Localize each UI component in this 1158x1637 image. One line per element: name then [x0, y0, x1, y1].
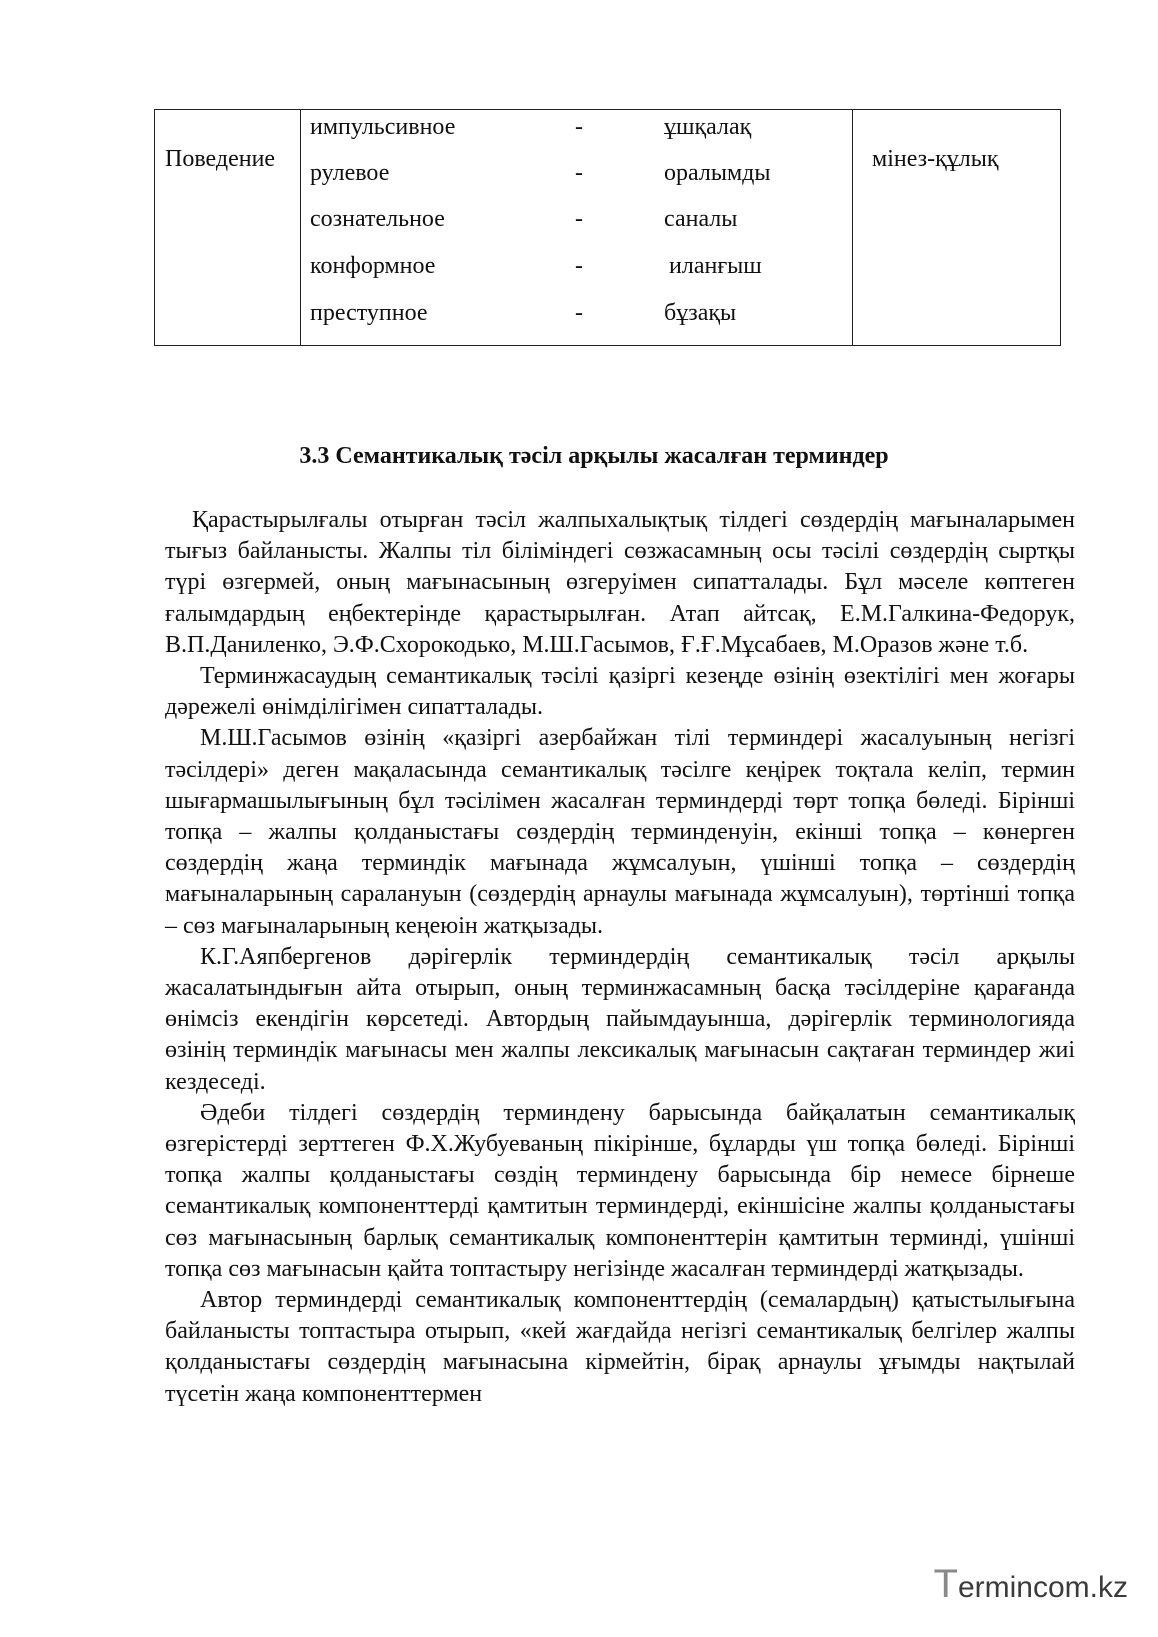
russian-term: сознательное [310, 206, 445, 232]
paragraph: М.Ш.Гасымов өзінің «қазіргі азербайжан тілі терминдері жасалуының негізгі тәсілдері» деген мақаласында семантикалық тәсілге кеңірек тоқтала келіп, термин шығармашылығының бұл тәсілімен жасалған терминдерді төрт топқа бөледі. Бірінші топқа – жалпы қолданыстағы сөздердің терминденуін, екінші топқа – көнерген сөздердің жаңа терминдік мағынада жұмсалуын, үшінші топқа – сөздердің мағыналарының саралануын (сөздердің арнаулы мағынада жұмсалуын), төртінші топқа – сөз мағыналарының кеңеюін жатқызады. [165, 725, 1075, 939]
paragraph: Әдеби тілдегі сөздердің терминдену барысында байқалатын семантикалық өзгерістерді зерттеген Ф.Х.Жубуеваның пікірінше, бұларды үш топқа бөледі. Бірінші топқа жалпы қолданыстағы сөздің терминдену барысында бір немесе бірнеше семантикалық компоненттерді қамтитын терминдерді, екіншісіне жалпы қолданыстағы сөз мағынасының барлық семантикалық компоненттерін қамтитын терминді, үшінші топқа сөз мағынасын қайта топтастыру негізінде жасалған терминдерді жатқызады. [165, 1099, 1075, 1282]
dash: - [575, 114, 583, 140]
russian-term: рулевое [310, 160, 390, 186]
watermark-text: erminc [957, 1571, 1048, 1604]
kazakh-translation: оралымды [664, 160, 771, 186]
watermark-letter: o [1047, 1571, 1065, 1604]
kazakh-translation: ұшқалақ [664, 114, 752, 140]
paragraph: Автор терминдерді семантикалық компоненттердің (семалардың) қатыстылығына байланысты топтастыра отырып, «кей жағдайда негізгі семантикалық белгілер жалпы қолданыстағы сөздердің мағынасына кірмейтін, бірақ арнаулы ұғымды нақтылай түсетін жаңа компоненттермен [165, 1287, 1075, 1407]
dash: - [575, 160, 583, 186]
kazakh-category-term: мінез-құлық [872, 146, 999, 172]
section-heading: 3.3 Семантикалық тәсіл арқылы жасалған терминдер [299, 443, 889, 469]
watermark-text: m.kz [1064, 1571, 1128, 1604]
kazakh-translation: бұзақы [664, 300, 737, 326]
table-row [155, 205, 1060, 233]
paragraph: К.Г.Аяпбергенов дәрігерлік терминдердің семантикалық тәсіл арқылы жасалатындығын айта отырып, оның терминжасамның басқа тәсілдеріне қарағанда өнімсіз екендігін көрсетеді. Автордың пайымдауынша, дәрігерлік терминологияда өзінің терминдік мағынасы мен жалпы лексикалық мағынасын сақтаған терминдер жиі кездеседі. [165, 943, 1075, 1095]
table-row [155, 252, 1060, 280]
dash: - [575, 300, 583, 326]
russian-term: конформное [310, 253, 436, 279]
kazakh-translation: иланғыш [669, 253, 762, 279]
body-text [165, 505, 1075, 1410]
kazakh-translation: саналы [664, 206, 738, 232]
term-table [154, 109, 1061, 346]
table-row [155, 299, 1060, 327]
russian-term: преступное [310, 300, 428, 326]
table-row [155, 113, 1060, 141]
dash: - [575, 253, 583, 279]
dash: - [575, 206, 583, 232]
paragraph: Терминжасаудың семантикалық тәсілі қазіргі кезеңде өзінің өзектілігі мен жоғары дәрежелі өнімділігімен сипатталады. [165, 663, 1075, 721]
russian-term: импульсивное [310, 114, 456, 140]
table-category: Поведение [165, 146, 276, 172]
watermark-letter: T [933, 1562, 958, 1606]
paragraph: Қарастырылғалы отырған тәсіл жалпыхалықтық тілдегі сөздердің мағыналарымен тығыз байланысты. Жалпы тіл біліміндегі сөзжасамның осы тәсілі сөздердің сыртқы түрі өзгермей, оның мағынасының өзгеруімен сипатталады. Бұл мәселе көптеген ғалымдардың еңбектерінде қарастырылған. Атап айтсақ, Е.М.Галкина-Федорук, В.П.Даниленко, Э.Ф.Схорокодько, М.Ш.Гасымов, Ғ.Ғ.Мұсабаев, М.Оразов және т.б. [165, 507, 1075, 658]
termincom-watermark [934, 1562, 1128, 1607]
